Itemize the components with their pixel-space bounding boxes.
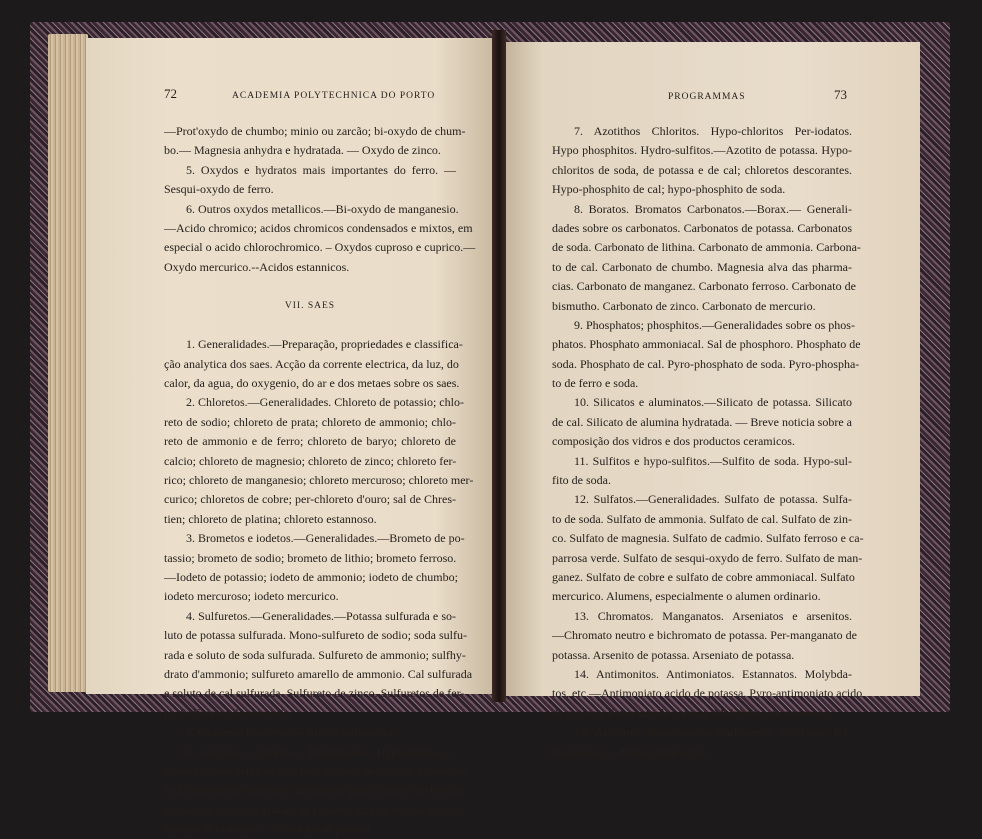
text-line: cias. Carbonato de manganez. Carbonato ferroso. Carbonato de xyxy=(552,279,856,294)
text-line: 3. Brometos e iodetos.—Generalidades.—Brometo de po- xyxy=(186,531,465,546)
right-page xyxy=(500,42,920,759)
text-line: tos, etc.—Antimoniato acido de potassa. Pyro-antimoniato acido xyxy=(552,686,863,701)
text-line: 8. Boratos. Bromatos Carbonatos.—Borax.— Generali- xyxy=(574,201,852,216)
text-line: —Acido chromico; acidos chromicos condensados e mixtos, em xyxy=(164,220,473,235)
left-page-number: 72 xyxy=(164,86,177,101)
text-line: dades sobre os carbonatos. Carbonatos de potassa. Carbonatos xyxy=(552,220,852,235)
text-line: phatos. Phosphato ammoniacal. Sal de phosphoro. Phosphato de xyxy=(552,337,861,352)
left-page xyxy=(86,38,498,837)
right-page-body xyxy=(552,122,864,762)
text-line: soda. Phosphato de cal. Pyro-phosphato de soda. Pyro-phospha- xyxy=(552,356,860,371)
text-line: e soluto de cal sulfurada. Sulfureto de zinco. Sulfuretos de fer- xyxy=(164,686,465,701)
text-line: VII. SAES xyxy=(284,300,336,311)
text-line: 10. Silicatos e aluminatos.—Silicato de potassa. Silicato xyxy=(574,395,852,410)
text-line: Generalidades sobre os azotatos; azotato de potassa; azotato de xyxy=(164,763,467,778)
page-edges xyxy=(48,34,88,692)
text-line: azotato de bismutho. – Chlorato de potassa. xyxy=(164,822,374,837)
text-line: 14. Antimonitos. Antimoniatos. Estannatos. Molybda- xyxy=(574,666,852,681)
text-line: de potassa. Estannato de potassa. Molybdato de ammonio. xyxy=(552,705,832,720)
text-line: Hypo phosphitos. Hydro-sulfitos.—Azotito de potassa. Hypo- xyxy=(552,143,852,158)
text-line: 2. Chloretos.—Generalidades. Chloreto de potassio; chlo- xyxy=(186,395,464,410)
text-line: 6. Azotatos. Chloratos. Perchloratos. Hyposulfatos.— xyxy=(186,744,456,759)
text-line xyxy=(164,316,456,335)
text-line: 15. Azotetos: phosphoretos Carbonetos, siliciotos. Hy- xyxy=(574,725,852,740)
text-line: —Prot'oxydo de chumbo; minio ou zarcão; bi-oxydo de chum- xyxy=(164,124,466,138)
text-line: tien; chloreto de platina; chloreto estannoso. xyxy=(164,511,377,526)
text-line: calcio; chloreto de magnesio; chloreto de zinco; chloreto fer- xyxy=(164,453,457,468)
text-line: Hypo-phosphito de cal; hypo-phosphito de soda. xyxy=(552,182,786,197)
text-line: mercurico. Alumens, especialmente o alumen ordinario. xyxy=(552,589,821,604)
text-line: azotato de chumbo; azotato de cobalto; azotato mercurico; sub- xyxy=(164,802,468,817)
text-line: 6. Outros oxydos metallicos.—Bi-oxydo de manganesio. xyxy=(186,201,459,216)
text-line: fito de soda. xyxy=(552,473,611,488)
text-line: 1. Generalidades.—Preparação, propriedades e classifica- xyxy=(186,337,463,352)
text-line: co. Sulfato de magnesia. Sulfato de cadmio. Sulfato ferroso e ca- xyxy=(552,531,864,546)
text-line: 9. Phosphatos; phosphitos.—Generalidades sobre os phos- xyxy=(574,317,855,332)
text-line: bo.— Magnesia anhydra e hydratada. — Oxydo de zinco. xyxy=(164,143,441,158)
text-line: ção analytica dos saes. Acção da corrente electrica, da luz, do xyxy=(164,356,459,371)
text-line: 5. Cyanetos Fluoretos.—Breves indicações. xyxy=(186,725,396,740)
text-line: 5. Oxydos e hydratos mais importantes do ferro. — xyxy=(186,162,456,177)
text-line: reto de ammonio e de ferro; chloreto de baryo; chloreto de xyxy=(164,434,456,449)
text-line: 13. Chromatos. Manganatos. Arseniatos e arsenitos. xyxy=(574,608,852,623)
left-running-header: ACADEMIA POLYTECHNICA DO PORTO xyxy=(232,91,436,101)
text-line xyxy=(164,277,456,296)
left-page-body xyxy=(164,122,476,839)
text-line: —Chromato neutro e bichromato de potassa. Per-manganato de xyxy=(552,628,858,643)
text-line: potassa. Arsenito de potassa. Arseniato de potassa. xyxy=(552,647,795,662)
text-line: Oxydo mercurico.--Acidos estannicos. xyxy=(164,259,350,274)
text-line: reto de sodio; chloreto de prata; chloreto de ammonio; chlo- xyxy=(164,414,456,429)
text-line: iodeto mercuroso; iodeto mercurico. xyxy=(164,589,339,604)
text-line: rico; chloreto de manganesio; chloreto mercuroso; chloreto mer- xyxy=(164,473,474,488)
text-line: composição dos vidros e dos productos ceramicos. xyxy=(552,434,795,449)
text-line: ro. Sulfuretos de mercurio. xyxy=(164,705,293,720)
text-line: especial o acido chlorochromico. – Oxydos cuproso e cuprico.— xyxy=(164,240,476,255)
text-line: bismutho. Carbonato de zinco. Carbonato de mercurio. xyxy=(552,298,816,313)
text-line: drogenetos.—Breves indicações. xyxy=(552,744,710,759)
text-line: ganez. Sulfato de cobre e sulfato de cobre ammoniacal. Sulfato xyxy=(552,569,855,584)
text-line: luto de potassa sulfurada. Mono-sulfureto de sodio; soda sulfu- xyxy=(164,628,467,643)
text-line: rada e soluto de soda sulfurada. Sulfureto de ammonio; sulfhy- xyxy=(164,647,466,662)
text-line: parrosa verde. Sulfato de sesqui-oxydo de ferro. Sulfato de man- xyxy=(552,550,863,565)
text-line: Sesqui-oxydo de ferro. xyxy=(164,182,274,197)
text-line: de soda. Carbonato de lithina. Carbonato de ammonia. Carbona- xyxy=(552,240,861,255)
text-line: to de ferro e soda. xyxy=(552,376,639,391)
text-line: 7. Azotithos Chloritos. Hypo-chloritos Per-iodatos. xyxy=(574,124,852,138)
text-line: 11. Sulfitos e hypo-sulfitos.—Sulfito de soda. Hypo-sul- xyxy=(574,453,852,468)
text-line: to de cal. Carbonato de chumbo. Magnesia alva das pharma- xyxy=(552,259,852,274)
text-line: —Iodeto de potassio; iodeto de ammonio; iodeto de chumbo; xyxy=(164,569,458,584)
text-line: calor, da agua, do oxygenio, do ar e dos metaes sobre os saes. xyxy=(164,376,460,391)
text-line: curico; chloretos de cobre; per-chloreto d'ouro; sal de Chres- xyxy=(164,492,456,507)
text-line: 4. Sulfuretos.—Generalidades.—Potassa sulfurada e so- xyxy=(186,608,456,623)
book-gutter xyxy=(492,30,506,702)
text-line: 12. Sulfatos.—Generalidades. Sulfato de potassa. Sulfa- xyxy=(574,492,852,507)
right-running-header: PROGRAMMAS xyxy=(668,92,746,102)
text-line: soda; azotato de ammonio; azotato de prata; azotato de baryta; xyxy=(164,783,464,798)
text-line: drato d'ammonio; sulfureto amarello de ammonio. Cal sulfurada xyxy=(164,666,473,681)
text-line: to de soda. Sulfato de ammonia. Sulfato de cal. Sulfato de zin- xyxy=(552,511,852,526)
right-page-number: 73 xyxy=(834,87,847,102)
text-line: de cal. Silicato de alumina hydratada. — Breve noticia sobre a xyxy=(552,414,852,429)
text-line: tassio; brometo de sodio; brometo de lithio; brometo ferroso. xyxy=(164,550,457,565)
text-line: chloritos de soda, de potassa e de cal; chloretos descorantes. xyxy=(552,162,852,177)
